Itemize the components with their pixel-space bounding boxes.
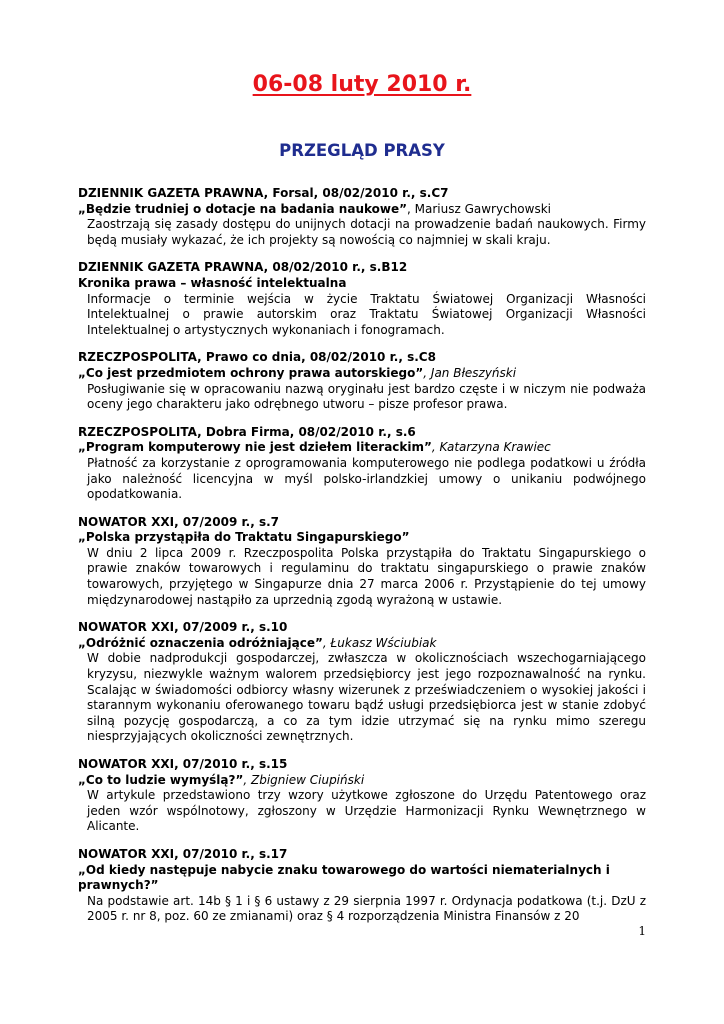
entry-headline: „Od kiedy następuje nabycie znaku towarowego do wartości niematerialnych i prawnych?” — [78, 862, 610, 893]
press-entry — [78, 847, 646, 925]
entry-summary: W dobie nadprodukcji gospodarczej, zwłaszcza w okolicznościach wszechogarniającego kryzysu, niezwykle ważnym walorem przedsiębiorcy jest jego rozpoznawalność na rynku. Scalając w świadomości odbiorcy własny wizerunek z przeświadczeniem o wysokiej jakości i starannym wykonaniu oferowanego towaru bądź usługi przedsiębiorca jest w stanie zdobyć silną pozycję gospodarczą, a co za tym idzie utrzymać się na rynku mimo szeregu niesprzyjających okoliczności zewnętrznych. — [87, 651, 646, 744]
press-entry — [78, 757, 646, 835]
press-entry — [78, 620, 646, 745]
entry-headline-line — [78, 863, 646, 894]
entry-headline: „Co jest przedmiotem ochrony prawa autorskiego” — [78, 365, 424, 380]
press-entry — [78, 425, 646, 503]
entry-headline-line — [78, 773, 646, 789]
entry-summary: Posługiwanie się w opracowaniu nazwą oryginału jest bardzo częste i w niczym nie podważa oceny jego charakteru jako odrębnego utworu – pisze profesor prawa. — [87, 381, 646, 412]
entry-headline: Kronika prawa – własność intelektualna — [78, 275, 347, 290]
entry-author: , Katarzyna Krawiec — [431, 440, 551, 455]
entry-source: RZECZPOSPOLITA, Dobra Firma, 08/02/2010 r., s.6 — [78, 424, 416, 439]
entry-headline: „Będzie trudniej o dotacje na badania naukowe” — [78, 201, 408, 216]
date-title: 06-08 luty 2010 r. — [252, 72, 472, 97]
entry-source: DZIENNIK GAZETA PRAWNA, Forsal, 08/02/2010 r., s.C7 — [78, 186, 449, 200]
entry-summary: W artykule przedstawiono trzy wzory użytkowe zgłoszone do Urzędu Patentowego oraz jeden wzór wspólnotowy, zgłoszony w Urzędzie Harmonizacji Rynku Wewnętrznego w Alicante. — [87, 788, 646, 834]
press-entry — [78, 260, 646, 338]
entry-summary: Na podstawie art. 14b § 1 i § 6 ustawy z 29 sierpnia 1997 r. Ordynacja podatkowa (t.j. DzU z 2005 r. nr 8, poz. 60 ze zmianami) oraz § 4 rozporządzenia Ministra Finansów z 20 — [87, 893, 646, 924]
entry-source: NOWATOR XXI, 07/2009 r., s.10 — [78, 620, 288, 635]
entry-headline-line — [78, 276, 646, 292]
entry-author: , Mariusz Gawrychowski — [407, 201, 551, 216]
section-title: PRZEGLĄD PRASY — [279, 141, 445, 160]
entry-headline: „Co to ludzie wymyślą?” — [78, 772, 244, 787]
press-entry — [78, 186, 646, 248]
entry-headline-line — [78, 440, 646, 456]
entry-author: , Jan Błeszyński — [423, 365, 517, 380]
entry-headline: „Odróżnić oznaczenia odróżniające” — [78, 635, 323, 650]
entry-author: , Łukasz Wściubiak — [322, 635, 437, 650]
entry-headline-line — [78, 636, 646, 652]
entry-source: RZECZPOSPOLITA, Prawo co dnia, 08/02/2010 r., s.C8 — [78, 350, 436, 365]
entry-source: NOWATOR XXI, 07/2009 r., s.7 — [78, 514, 280, 529]
entry-summary: W dniu 2 lipca 2009 r. Rzeczpospolita Polska przystąpiła do Traktatu Singapurskiego o prawie znaków towarowych i regulaminu do traktatu singapurskiego o prawie znaków towarowych, przyjętego w Singapurze dnia 27 marca 2006 r. Przystąpienie do tej umowy międzynarodowej nastąpiło za uprzednią zgodą wyrażoną w ustawie. — [87, 545, 646, 607]
entry-headline-line — [78, 366, 646, 382]
entry-headline: „Program komputerowy nie jest dziełem literackim” — [78, 440, 432, 455]
entry-headline-line — [78, 530, 646, 546]
press-entry — [78, 515, 646, 609]
press-entry — [78, 350, 646, 412]
entry-summary: Płatność za korzystanie z oprogramowania komputerowego nie podlega podatkowi u źródła jako należność licencyjna w myśl polsko-irlandzkiej umowy o unikaniu podwójnego opodatkowania. — [87, 455, 646, 502]
page-number: 1 — [638, 924, 646, 938]
entry-source: NOWATOR XXI, 07/2010 r., s.15 — [78, 757, 288, 771]
entry-headline: „Polska przystąpiła do Traktatu Singapurskiego” — [78, 530, 410, 545]
entry-source: DZIENNIK GAZETA PRAWNA, 08/02/2010 r., s.B12 — [78, 260, 408, 275]
entry-author: , Zbigniew Ciupiński — [243, 772, 365, 787]
entry-source: NOWATOR XXI, 07/2010 r., s.17 — [78, 846, 288, 861]
press-review-list — [78, 186, 646, 937]
entry-summary: Zaostrzają się zasady dostępu do unijnych dotacji na prowadzenie badań naukowych. Firmy będą musiały wykazać, że ich projekty są nowością co najmniej w skali kraju. — [87, 217, 646, 247]
entry-summary: Informacje o terminie wejścia w życie Traktatu Światowej Organizacji Własności Intelektualnej o prawie autorskim oraz Traktatu Światowej Organizacji Własności Intelektualnej o artystycznych wykonaniach i fonogramach. — [87, 291, 646, 337]
entry-headline-line — [78, 202, 646, 218]
